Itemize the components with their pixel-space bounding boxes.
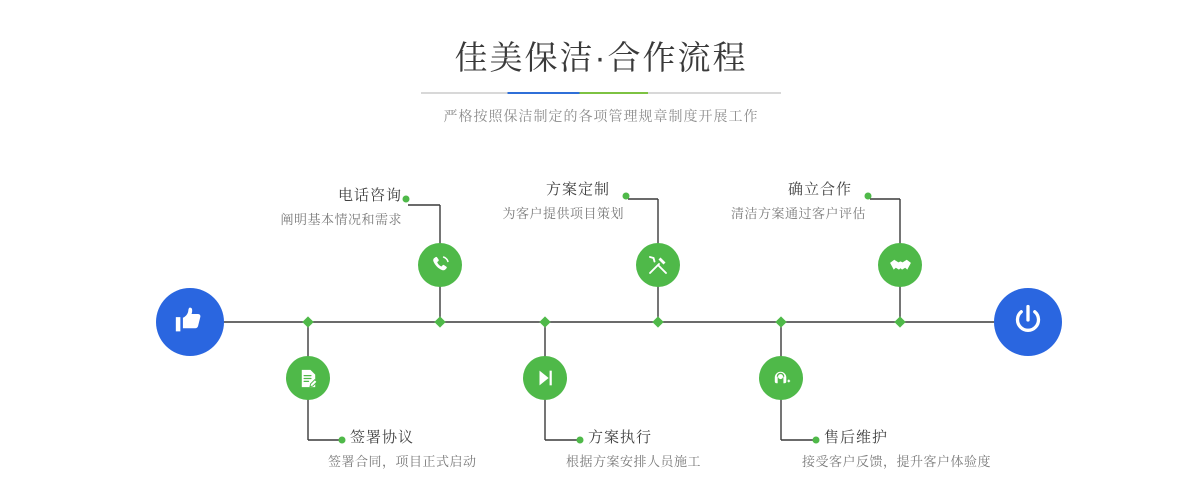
step-label-2 bbox=[328, 428, 570, 472]
step-desc-4: 根据方案安排人员施工 bbox=[566, 454, 702, 469]
flow-start-node[interactable] bbox=[156, 288, 224, 356]
step-label-1 bbox=[252, 186, 402, 230]
step-label-4 bbox=[566, 428, 818, 472]
step-icon-2[interactable] bbox=[286, 356, 330, 400]
step-label-5 bbox=[700, 180, 866, 224]
page-title: 佳美保洁·合作流程 bbox=[454, 39, 748, 76]
step-title-4: 方案执行 bbox=[588, 429, 653, 446]
step-icon-1[interactable] bbox=[418, 243, 462, 287]
step-desc-5: 清洁方案通过客户评估 bbox=[730, 206, 866, 221]
flow-end-node[interactable] bbox=[994, 288, 1062, 356]
step-desc-6: 接受客户反馈，提升客户体验度 bbox=[802, 454, 992, 469]
step-icon-5[interactable] bbox=[878, 243, 922, 287]
step-title-6: 售后维护 bbox=[824, 429, 889, 446]
step-label-6 bbox=[802, 428, 1084, 472]
document-edit-icon bbox=[297, 367, 320, 390]
power-icon bbox=[1010, 302, 1046, 343]
tools-icon bbox=[646, 253, 670, 277]
page-subtitle: 严格按照保洁制定的各项管理规章制度开展工作 bbox=[443, 108, 759, 124]
step-desc-1: 阐明基本情况和需求 bbox=[280, 212, 402, 227]
step-title-1: 电话咨询 bbox=[337, 187, 402, 204]
play-forward-icon bbox=[534, 367, 556, 389]
step-title-3: 方案定制 bbox=[545, 181, 610, 198]
phone-ring-icon bbox=[428, 253, 452, 277]
step-icon-6[interactable] bbox=[759, 356, 803, 400]
page-header bbox=[0, 0, 1202, 126]
handshake-icon bbox=[888, 253, 913, 278]
step-icon-3[interactable] bbox=[636, 243, 680, 287]
step-desc-3: 为客户提供项目策划 bbox=[502, 206, 624, 221]
step-title-5: 确立合作 bbox=[787, 181, 852, 198]
step-label-3 bbox=[458, 180, 624, 224]
step-title-2: 签署协议 bbox=[350, 429, 415, 446]
thumbs-up-icon bbox=[173, 303, 207, 342]
title-divider bbox=[421, 92, 781, 94]
step-desc-2: 签署合同，项目正式启动 bbox=[328, 454, 477, 469]
step-icon-4[interactable] bbox=[523, 356, 567, 400]
support-agent-icon bbox=[770, 367, 793, 390]
